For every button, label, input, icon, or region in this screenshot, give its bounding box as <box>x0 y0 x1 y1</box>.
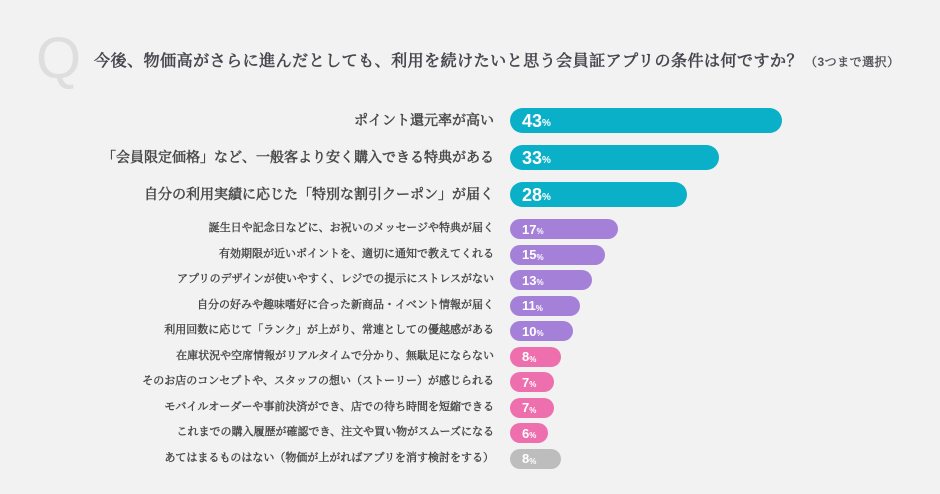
bar-value: 11 <box>522 298 536 313</box>
bar-label: あてはまるものはない（物価が上がればアプリを消す検討をする） <box>164 451 494 464</box>
bar-value-unit: % <box>536 278 544 287</box>
bar-value-unit: % <box>535 303 543 313</box>
bar-value: 8 <box>522 451 530 466</box>
chart-row <box>0 449 940 469</box>
bar-label: 自分の利用実績に応じた「特別な割引クーポン」が届く <box>144 185 494 202</box>
bar <box>510 219 618 239</box>
bar <box>510 245 605 265</box>
bar-value-unit: % <box>529 405 537 415</box>
chart-row <box>0 321 940 341</box>
bar <box>510 347 561 367</box>
bar-label: モバイルオーダーや事前決済ができ、店での待ち時間を短縮できる <box>164 400 494 413</box>
chart-row <box>0 423 940 443</box>
bar-value: 13 <box>522 272 537 288</box>
bar <box>510 182 687 207</box>
bar-value-unit: % <box>542 118 551 129</box>
bar <box>510 321 573 341</box>
bar-label: 自分の好みや趣味嗜好に合った新商品・イベント情報が届く <box>197 298 494 311</box>
bar-label: これまでの購入履歴が確認でき、注文や買い物がスムーズになる <box>176 426 494 439</box>
chart-row <box>0 182 940 207</box>
bar <box>510 449 561 469</box>
bar-value: 10 <box>522 323 537 339</box>
bar <box>510 145 719 170</box>
bar-label: 「会員限定価格」など、一般客より安く購入できる特典がある <box>102 148 494 165</box>
bar <box>510 108 782 133</box>
bar-value: 33 <box>522 147 543 168</box>
bar-value: 8 <box>522 349 530 364</box>
bar-value: 28 <box>522 184 543 205</box>
chart-row <box>0 347 940 367</box>
bar-value-unit: % <box>529 431 537 440</box>
chart-row <box>0 108 940 133</box>
question-header <box>36 26 900 91</box>
question-title <box>94 48 900 71</box>
bar-value-unit: % <box>542 192 551 203</box>
bar-value-unit: % <box>529 380 537 389</box>
bar-value-unit: % <box>529 456 537 466</box>
question-title-text: 今後、物価高がさらに進んだとしても、利用を続けたいと思う会員証アプリの条件は何ですか？ <box>94 52 803 70</box>
chart-row <box>0 398 940 418</box>
chart-row <box>0 372 940 392</box>
bar-value-unit: % <box>536 227 544 236</box>
bar-label: ポイント還元率が高い <box>354 111 494 128</box>
bar-value: 15 <box>522 247 537 262</box>
bar-chart <box>0 108 940 474</box>
bar <box>510 398 554 418</box>
bar-label: 誕生日や記念日などに、お祝いのメッセージや特典が届く <box>208 222 494 235</box>
bar <box>510 423 548 443</box>
bar-value: 7 <box>522 400 530 415</box>
chart-row <box>0 219 940 239</box>
bar <box>510 270 592 290</box>
bar <box>510 296 580 316</box>
bar-value: 6 <box>522 425 530 441</box>
chart-row <box>0 145 940 170</box>
bar-value-unit: % <box>536 329 544 338</box>
bar-value-unit: % <box>542 155 551 166</box>
bar-value: 7 <box>522 374 530 390</box>
bar-label: 有効期限が近いポイントを、適切に通知で教えてくれる <box>219 247 494 260</box>
question-note: （3つまで選択） <box>805 54 900 69</box>
bar-value: 43 <box>522 110 543 131</box>
question-q-mark: Q <box>36 26 81 91</box>
bar-value: 17 <box>522 221 537 237</box>
chart-row <box>0 245 940 265</box>
chart-row <box>0 296 940 316</box>
bar-value-unit: % <box>536 252 544 262</box>
chart-row <box>0 270 940 290</box>
bar-label: 利用回数に応じて「ランク」が上がり、常連としての優越感がある <box>164 324 494 337</box>
bar-label: 在庫状況や空席情報がリアルタイムで分かり、無駄足にならない <box>176 349 494 362</box>
bar-label: アプリのデザインが使いやすく、レジでの提示にストレスがない <box>177 273 494 286</box>
bar-value-unit: % <box>529 354 537 364</box>
bar-label: そのお店のコンセプトや、スタッフの想い（ストーリー）が感じられる <box>142 375 494 388</box>
bar <box>510 372 554 392</box>
